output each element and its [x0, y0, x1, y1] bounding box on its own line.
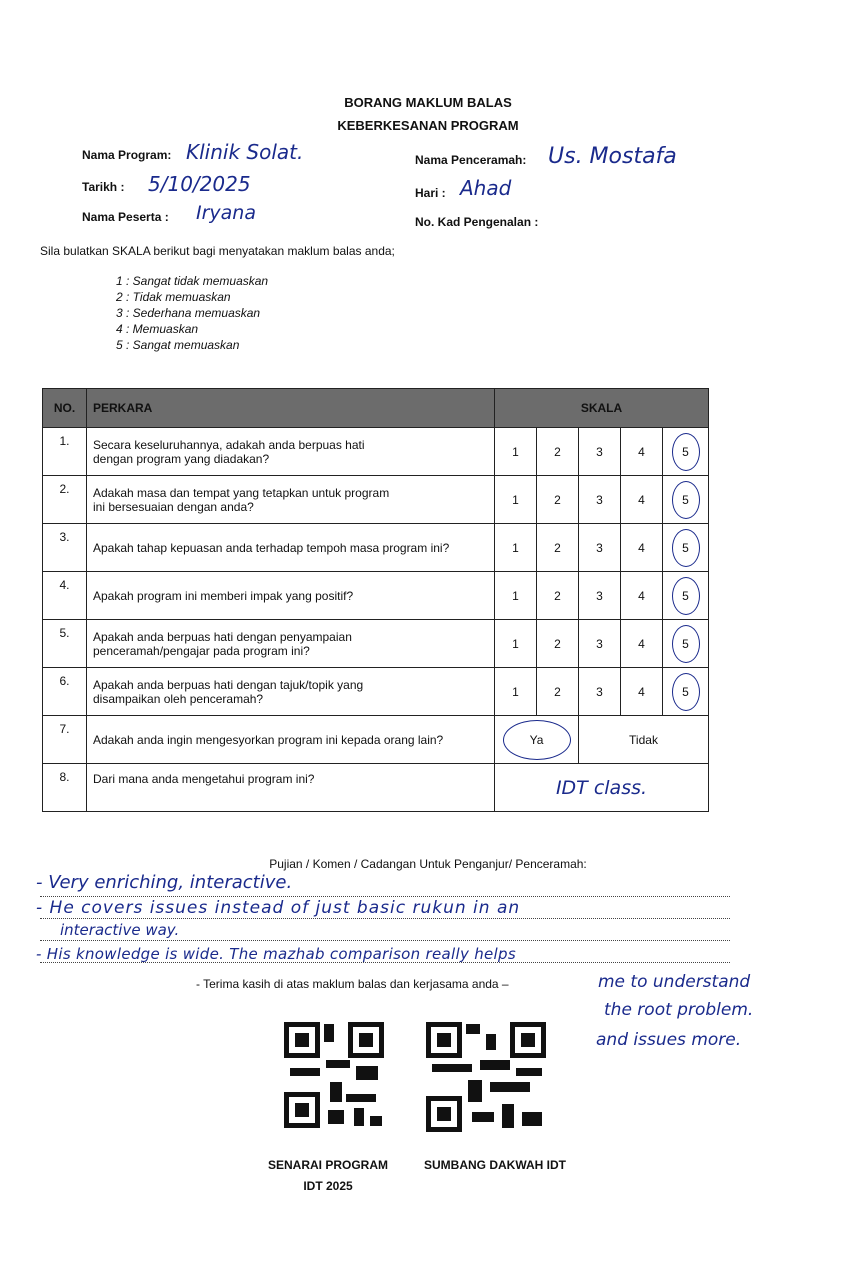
scale-option-1[interactable]: 1 — [495, 620, 537, 668]
comment-line-1[interactable]: - Very enriching, interactive. — [36, 872, 293, 893]
scale-option-3[interactable]: 3 — [579, 620, 621, 668]
question-line-1: Apakah anda berpuas hati dengan penyampaian — [93, 629, 352, 644]
scale-option-2[interactable]: 2 — [537, 476, 579, 524]
tarikh-label: Tarikh : — [82, 180, 125, 194]
table-row-6 — [43, 668, 709, 716]
comment-line-3[interactable]: interactive way. — [60, 921, 180, 939]
row-question — [87, 668, 495, 716]
scale-option-4[interactable]: 4 — [621, 620, 663, 668]
thanks-text: - Terima kasih di atas maklum balas dan kerjasama anda – — [196, 977, 509, 991]
qr-caption-sumbang-dakwah: SUMBANG DAKWAH IDT — [424, 1158, 566, 1172]
scale-legend-2: 2 : Tidak memuaskan — [116, 290, 231, 304]
row-question — [87, 476, 495, 524]
row-number: 2. — [43, 476, 87, 524]
comment-line-2[interactable]: - He covers issues instead of just basic rukun in an — [36, 898, 521, 918]
row-number: 8. — [43, 764, 87, 812]
form-title-line2: KEBERKESANAN PROGRAM — [337, 118, 519, 133]
scale-option-1[interactable]: 1 — [495, 524, 537, 572]
nama-program-value[interactable]: Klinik Solat. — [186, 140, 304, 164]
comment-line-6[interactable]: the root problem. — [604, 1000, 754, 1020]
scale-option-5[interactable] — [663, 620, 709, 668]
question-line-2: penceramah/pengajar pada program ini? — [93, 643, 310, 658]
selection-circle: 5 — [672, 433, 700, 471]
scale-option-4[interactable]: 4 — [621, 428, 663, 476]
table-row-1 — [43, 428, 709, 476]
selection-circle: 5 — [672, 577, 700, 615]
question-line-2: dengan program yang diadakan? — [93, 451, 270, 466]
question-line-1: Secara keseluruhannya, adakah anda berpuas hati — [93, 437, 365, 452]
scale-legend-3: 3 : Sederhana memuaskan — [116, 306, 261, 320]
row-number: 4. — [43, 572, 87, 620]
selection-circle: 5 — [672, 625, 700, 663]
question-line-1: Apakah anda berpuas hati dengan tajuk/topik yang — [93, 677, 364, 692]
row-question: Dari mana anda mengetahui program ini? — [87, 764, 495, 812]
comment-line-divider-1 — [40, 896, 730, 897]
qr-code-sumbang-dakwah[interactable] — [424, 1020, 548, 1134]
col-perkara-header: PERKARA — [87, 389, 495, 428]
scale-option-3[interactable]: 3 — [579, 668, 621, 716]
nama-program-label: Nama Program: — [82, 148, 172, 162]
scale-option-2[interactable]: 2 — [537, 428, 579, 476]
scale-option-1[interactable]: 1 — [495, 428, 537, 476]
table-row-8 — [43, 764, 709, 812]
scale-option-5[interactable] — [663, 668, 709, 716]
tarikh-value[interactable]: 5/10/2025 — [148, 172, 251, 196]
nama-peserta-value[interactable]: Iryana — [196, 202, 256, 224]
comment-line-divider-2 — [40, 918, 730, 919]
table-header-row — [43, 389, 709, 428]
scale-legend-5: 5 : Sangat memuaskan — [116, 338, 240, 352]
selection-circle: 5 — [672, 673, 700, 711]
table-row-5 — [43, 620, 709, 668]
row-number: 1. — [43, 428, 87, 476]
question-line-2: disampaikan oleh penceramah? — [93, 691, 264, 706]
row-question: Adakah anda ingin mengesyorkan program ini kepada orang lain? — [87, 716, 495, 764]
scale-option-2[interactable]: 2 — [537, 572, 579, 620]
scale-option-4[interactable]: 4 — [621, 476, 663, 524]
scale-legend-1: 1 : Sangat tidak memuaskan — [116, 274, 269, 288]
scale-option-2[interactable]: 2 — [537, 668, 579, 716]
scale-option-5[interactable] — [663, 476, 709, 524]
scale-option-1[interactable]: 1 — [495, 572, 537, 620]
scale-option-5[interactable] — [663, 428, 709, 476]
scale-option-2[interactable]: 2 — [537, 620, 579, 668]
scale-option-1[interactable]: 1 — [495, 668, 537, 716]
question-line-2: ini bersesuaian dengan anda? — [93, 499, 254, 514]
row-number: 6. — [43, 668, 87, 716]
scale-option-5[interactable] — [663, 524, 709, 572]
nama-peserta-label: Nama Peserta : — [82, 210, 169, 224]
form-title-line1: BORANG MAKLUM BALAS — [344, 95, 512, 110]
comment-line-5[interactable]: me to understand — [598, 972, 751, 992]
scale-option-3[interactable]: 3 — [579, 476, 621, 524]
instructions: Sila bulatkan SKALA berikut bagi menyatakan maklum balas anda; — [40, 244, 395, 258]
nama-penceramah-value[interactable]: Us. Mostafa — [548, 144, 677, 169]
scale-rows — [43, 428, 709, 716]
scale-option-4[interactable]: 4 — [621, 668, 663, 716]
qr-caption-senarai-program: SENARAI PROGRAM — [267, 1158, 388, 1172]
qr-caption-idt-2025: IDT 2025 — [303, 1179, 353, 1193]
table-row-3 — [43, 524, 709, 572]
scale-option-3[interactable]: 3 — [579, 428, 621, 476]
scale-option-5[interactable] — [663, 572, 709, 620]
row-question — [87, 620, 495, 668]
selection-circle: 5 — [672, 529, 700, 567]
comment-line-4[interactable]: - His knowledge is wide. The mazhab comparison really helps — [36, 945, 516, 963]
feedback-table — [42, 388, 709, 812]
col-skala-header: SKALA — [495, 389, 709, 428]
scale-option-2[interactable]: 2 — [537, 524, 579, 572]
kad-pengenalan-label: No. Kad Pengenalan : — [415, 215, 539, 229]
row-question — [87, 572, 495, 620]
qr-code-senarai-program[interactable] — [282, 1020, 386, 1130]
scale-option-3[interactable]: 3 — [579, 524, 621, 572]
question-line-1: Adakah masa dan tempat yang tetapkan untuk program — [93, 485, 390, 500]
question-line-1: Apakah tahap kepuasan anda terhadap tempoh masa program ini? — [93, 540, 450, 555]
scale-option-4[interactable]: 4 — [621, 572, 663, 620]
comments-heading: Pujian / Komen / Cadangan Untuk Penganjur/ Penceramah: — [269, 857, 587, 871]
scale-option-3[interactable]: 3 — [579, 572, 621, 620]
comment-line-7[interactable]: and issues more. — [596, 1030, 742, 1050]
source-answer[interactable]: IDT class. — [555, 776, 648, 799]
scale-option-4[interactable]: 4 — [621, 524, 663, 572]
scale-option-1[interactable]: 1 — [495, 476, 537, 524]
row-question — [87, 428, 495, 476]
option-ya[interactable] — [495, 716, 579, 764]
question-line-1: Apakah program ini memberi impak yang positif? — [93, 588, 354, 603]
row-number: 5. — [43, 620, 87, 668]
table-row-4 — [43, 572, 709, 620]
option-tidak[interactable]: Tidak — [579, 716, 709, 764]
scale-legend-4: 4 : Memuaskan — [116, 322, 199, 336]
hari-value[interactable]: Ahad — [460, 176, 512, 200]
row-number: 3. — [43, 524, 87, 572]
comment-line-divider-3 — [40, 940, 730, 941]
row-question — [87, 524, 495, 572]
row-number: 7. — [43, 716, 87, 764]
selection-circle: 5 — [672, 481, 700, 519]
nama-penceramah-label: Nama Penceramah: — [415, 153, 527, 167]
selection-circle: Ya — [503, 720, 571, 760]
table-row-2 — [43, 476, 709, 524]
table-row-7 — [43, 716, 709, 764]
col-no-header: NO. — [43, 389, 87, 428]
hari-label: Hari : — [415, 186, 446, 200]
